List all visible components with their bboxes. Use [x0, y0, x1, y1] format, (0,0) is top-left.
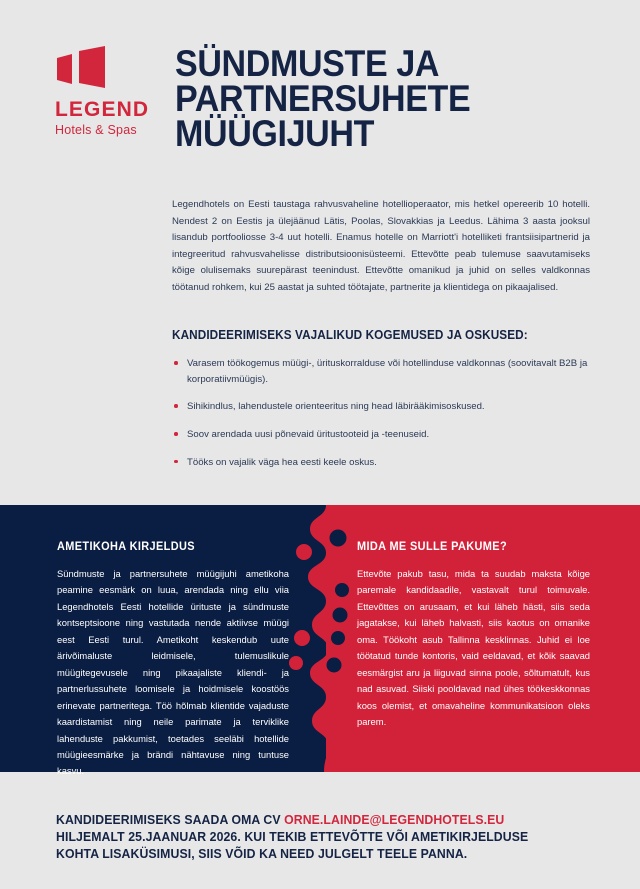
title-line-2: PARTNERSUHETE [175, 78, 471, 120]
requirement-text: Soov arendada uusi põnevaid üritustooteid ja -teenuseid. [187, 429, 430, 441]
requirements-list [172, 356, 590, 470]
requirement-text: Tööks on vajalik väga hea eesti keele oskus. [187, 456, 377, 468]
offer-body: Ettevõte pakub tasu, mida ta suudab maksta kõige paremale kandidaadile, vastavalt turul toimuvale. Ettevõttes on arusaam, et kui läheb hästi, siis seda jagatakse, kui läheb halvasti, siis kaotus on omanike oma. Töökoht asub Tallinna kesklinnas. Juhid ei loe töötatud tunde kontoris, vaid eeldavad, et kõik saavad eesmärgist aru ja liiguvad sinna poole, sõltumatult, kus nad asuvad. Siiski pooldavad nad ühes töökeskkonnas koos olemist, et omavaheline kommunikatsioon oleks parem. [357, 568, 590, 728]
legend-logo-mark-icon [55, 46, 113, 88]
requirement-item [172, 356, 590, 387]
title-line-3: MÜÜGIJUHT [175, 113, 375, 155]
logo-tagline: Hotels & Spas [55, 123, 137, 137]
job-description-body: Sündmuste ja partnersuhete müügijuhi ametikoha peamine eesmärk on luua, arendada ning ellu viia Legendhotels Eesti hotellide ürituste ja sündmuste kontseptsioone ning vastutada nende aktiivse müügi eest Eesti turul. Ametikoht keskendub uute ärivõimaluste leidmisele, tulemuslikule müügitegevusele ning pikaajaliste kliendi- ja partnerlussuhete loomisele ja hoidmisele koostöös erinevate partneritega. Töö hõlmab klientide vajaduste kaardistamist ning neile parimate ja terviklike lahenduste pakkumist, toetades seeläbi hotellide müügieesmärke ja brändi nähtavuse ning tuntuse kasvu. [57, 568, 289, 777]
title-line-1: SÜNDMUSTE JA [175, 43, 440, 84]
requirement-text: Varasem töökogemus müügi-, ürituskorralduse või hotellinduse valdkonnas (soovitavalt B2B ja korporatiivmüügis). [187, 358, 588, 385]
footer-text-after-email: HILJEMALT 25.JAANUAR 2026. KUI TEKIB ETTEVÕTTE VÕI AMETIKIRJELDUSE KOHTA LISAKÜSIMUSI, SIIS VÕID KA NEED JULGELT TEELE PANNA. [56, 828, 529, 861]
bullet-icon [174, 460, 178, 464]
logo-wordmark: LEGEND [55, 98, 150, 121]
bullet-icon [174, 432, 178, 436]
company-logo [0, 42, 170, 137]
job-description-block [57, 541, 289, 780]
requirement-item [172, 399, 590, 415]
page-title [170, 42, 640, 155]
requirement-text: Sihikindlus, lahendustele orienteeritus ning head läbirääkimisoskused. [187, 401, 485, 413]
company-intro-section [172, 197, 590, 296]
requirement-item [172, 455, 590, 471]
requirements-section [172, 328, 590, 470]
bullet-icon [174, 361, 178, 365]
job-description-heading: AMETIKOHA KIRJELDUS [57, 541, 195, 553]
footer [0, 772, 640, 889]
application-instructions [56, 812, 566, 863]
company-intro-paragraph: Legendhotels on Eesti taustaga rahvusvaheline hotellioperaator, mis hetkel opereerib 10 hotelli. Nendest 2 on Eestis ja ülejäänud Lätis, Poolas, Slovakkias ja Leedus. Lähima 3 aasta jooksul lisandub portfooliosse 3-4 uut hotelli. Enamus hotelle on Marriott'i hotelliketi frantsiisipartnerid ja integreeritud rahvusvahelisse distributsioonisüsteemi. Ettevõtte peab tulemuse saavutamiseks kõige olulisemaks suurepärast teenindust. Ettevõtte omanikud ja juhid on selles valdkonnas töötanud rohkem, kui 25 aastat ja suhted töötajate, partnerite ja klientidega on pikaajalised. [172, 199, 590, 293]
offer-block [357, 541, 590, 731]
two-column-color-section [0, 505, 640, 777]
header [0, 0, 640, 155]
application-email-link[interactable]: ORNE.LAINDE@LEGENDHOTELS.EU [284, 812, 505, 827]
footer-text-before-email: KANDIDEERIMISEKS SAADA OMA CV [56, 812, 285, 827]
scalloped-divider-decoration [286, 505, 366, 772]
requirements-heading: KANDIDEERIMISEKS VAJALIKUD KOGEMUSED JA OSKUSED: [172, 328, 528, 343]
requirement-item [172, 427, 590, 443]
bullet-icon [174, 404, 178, 408]
offer-heading: MIDA ME SULLE PAKUME? [357, 541, 508, 553]
